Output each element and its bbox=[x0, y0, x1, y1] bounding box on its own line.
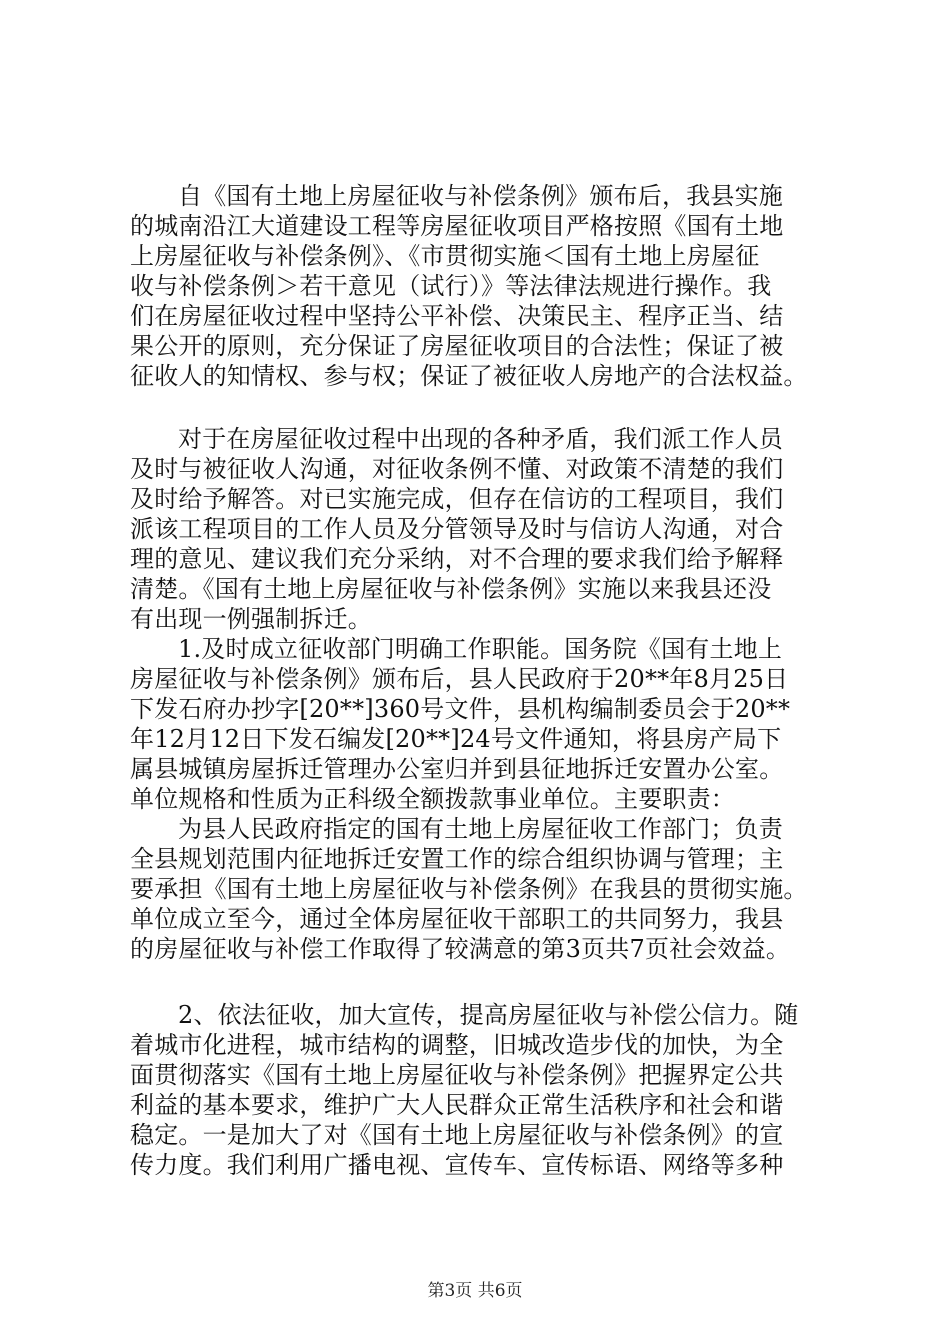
paragraph-5-line-2: 着城市化进程，城市结构的调整，旧城改造步伐的加快，为全 bbox=[130, 1031, 784, 1059]
paragraph-1-line-5: 们在房屋征收过程中坚持公平补偿、决策民主、程序正当、结 bbox=[130, 302, 784, 330]
paragraph-3-line-2: 房屋征收与补偿条例》颁布后，县人民政府于20**年8月25日 bbox=[130, 665, 789, 693]
paragraph-1-line-6: 果公开的原则，充分保证了房屋征收项目的合法性；保证了被 bbox=[130, 332, 784, 360]
paragraph-2-line-7: 有出现一例强制拆迁。 bbox=[130, 605, 372, 633]
paragraph-3-line-4: 年12月12日下发石编发[20**]24号文件通知，将县房产局下 bbox=[130, 725, 782, 753]
paragraph-3-line-1: 1.及时成立征收部门明确工作职能。国务院《国有土地上 bbox=[178, 635, 783, 663]
paragraph-2-line-3: 及时给予解答。对已实施完成，但存在信访的工程项目，我们 bbox=[130, 485, 784, 513]
paragraph-4-line-1: 为县人民政府指定的国有土地上房屋征收工作部门；负责 bbox=[178, 815, 783, 843]
paragraph-1-line-4: 收与补偿条例＞若干意见（试行）》等法律法规进行操作。我 bbox=[130, 272, 772, 300]
paragraph-2-line-1: 对于在房屋征收过程中出现的各种矛盾，我们派工作人员 bbox=[178, 425, 783, 453]
paragraph-3-line-3: 下发石府办抄字[20**]360号文件，县机构编制委员会于20** bbox=[130, 695, 791, 723]
paragraph-1-line-2: 的城南沿江大道建设工程等房屋征收项目严格按照《国有土地 bbox=[130, 212, 784, 240]
paragraph-4-line-3: 要承担《国有土地上房屋征收与补偿条例》在我县的贯彻实施。 bbox=[130, 875, 808, 903]
paragraph-5-line-5: 稳定。一是加大了对《国有土地上房屋征收与补偿条例》的宣 bbox=[130, 1121, 784, 1149]
paragraph-1-line-1: 自《国有土地上房屋征收与补偿条例》颁布后，我县实施 bbox=[178, 182, 783, 210]
paragraph-2-line-6: 清楚。《国有土地上房屋征收与补偿条例》实施以来我县还没 bbox=[130, 575, 772, 603]
paragraph-1-line-7: 征收人的知情权、参与权；保证了被征收人房地产的合法权益。 bbox=[130, 362, 808, 390]
paragraph-4-line-2: 全县规划范围内征地拆迁安置工作的综合组织协调与管理；主 bbox=[130, 845, 784, 873]
paragraph-4-line-4: 单位成立至今，通过全体房屋征收干部职工的共同努力，我县 bbox=[130, 905, 784, 933]
paragraph-3-line-5: 属县城镇房屋拆迁管理办公室归并到县征地拆迁安置办公室。 bbox=[130, 755, 784, 783]
paragraph-3-line-6: 单位规格和性质为正科级全额拨款事业单位。主要职责： bbox=[130, 785, 735, 813]
paragraph-2-line-2: 及时与被征收人沟通，对征收条例不懂、对政策不清楚的我们 bbox=[130, 455, 784, 483]
paragraph-2-line-5: 理的意见、建议我们充分采纳，对不合理的要求我们给予解释 bbox=[130, 545, 784, 573]
paragraph-5-line-3: 面贯彻落实《国有土地上房屋征收与补偿条例》把握界定公共 bbox=[130, 1061, 784, 1089]
paragraph-5-line-4: 利益的基本要求，维护广大人民群众正常生活秩序和社会和谐 bbox=[130, 1091, 784, 1119]
paragraph-4-line-5: 的房屋征收与补偿工作取得了较满意的第3页共7页社会效益。 bbox=[130, 935, 791, 963]
page-footer: 第3页 共6页 bbox=[427, 1281, 523, 1301]
paragraph-5-line-6: 传力度。我们利用广播电视、宣传车、宣传标语、网络等多种 bbox=[130, 1151, 784, 1179]
paragraph-5-line-1: 2、依法征收，加大宣传，提高房屋征收与补偿公信力。随 bbox=[178, 1001, 799, 1029]
paragraph-2-line-4: 派该工程项目的工作人员及分管领导及时与信访人沟通，对合 bbox=[130, 515, 784, 543]
paragraph-1-line-3: 上房屋征收与补偿条例》、《市贯彻实施＜国有土地上房屋征 bbox=[130, 242, 760, 270]
